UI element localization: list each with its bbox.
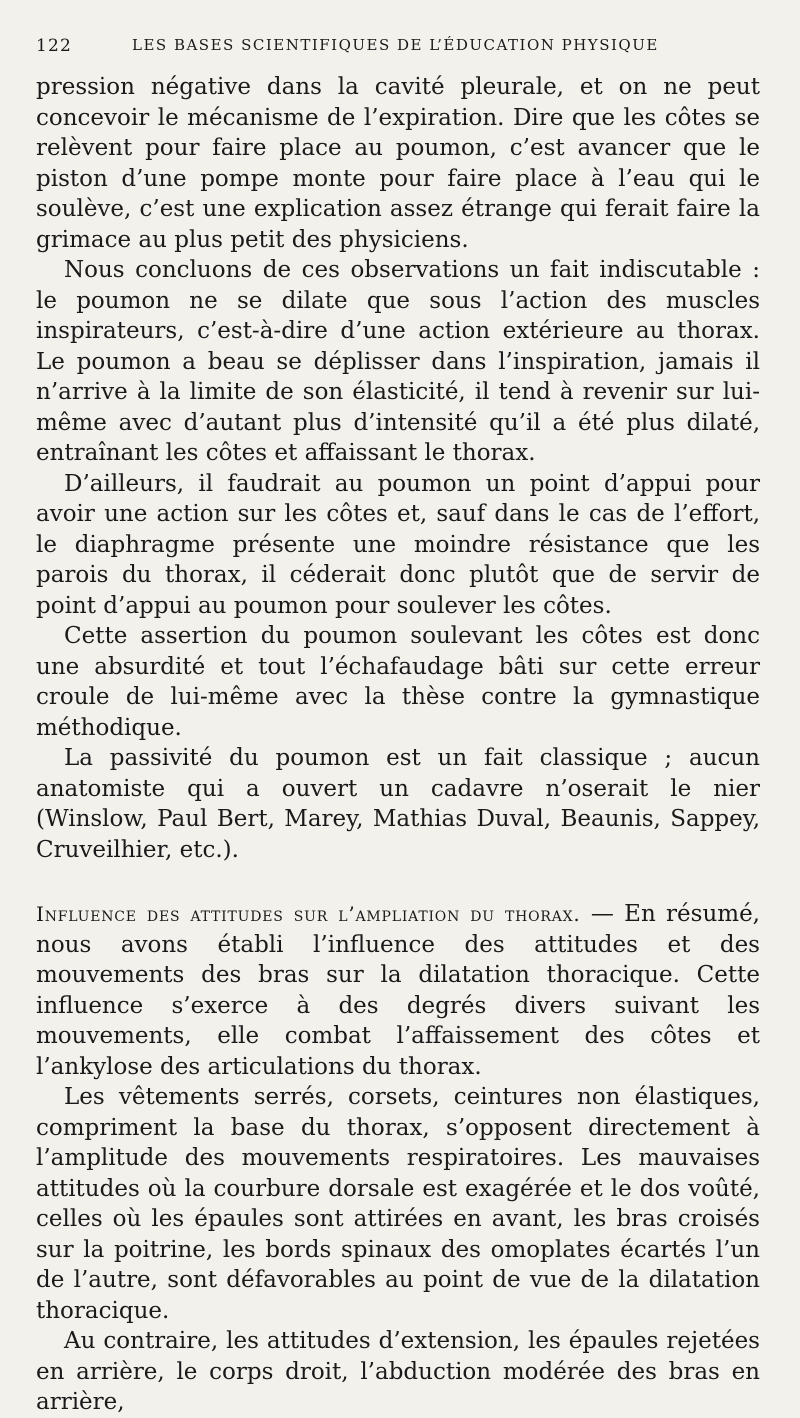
section-heading: Influence des attitudes sur l’ampliation du thorax. (36, 902, 581, 926)
page-body (36, 72, 760, 1418)
paragraph-7: Au contraire, les attitudes d’extension, les épaules rejetées en arrière, le corps droit, l’abduction modérée des bras en arrière, (36, 1328, 760, 1415)
running-title: LES BASES SCIENTIFIQUES DE L’ÉDUCATION PHYSIQUE (132, 36, 659, 54)
paragraph-6: Les vêtements serrés, corsets, ceintures non élastiques, compriment la base du thorax, s’opposent directement à l’amplitude des mouvements respiratoires. Les mauvaises attitudes où la courbure dorsale est exagérée et le dos voûté, celles où les épaules sont attirées en avant, les bras croisés sur la poitrine, les bords spinaux des omoplates écartés l’un de l’autre, sont défavorables au point de vue de la dilatation thoracique. (36, 1084, 760, 1324)
paragraph-3: D’ailleurs, il faudrait au poumon un point d’appui pour avoir une action sur les côtes et, sauf dans le cas de l’effort, le diaphragme présente une moindre résistance que les parois du thorax, il céderait donc plutôt que de servir de point d’appui au poumon pour soulever les côtes. (36, 470, 760, 619)
page-number: 122 (36, 36, 73, 56)
section-gap (36, 865, 760, 899)
section-paragraph (36, 899, 760, 1082)
paragraph-2: Nous concluons de ces observations un fait indiscutable : le poumon ne se dilate que sous l’action des muscles inspirateurs, c’est-à-dire d’une action extérieure au thorax. Le poumon a beau se déplisser dans l’inspiration, jamais il n’arrive à la limite de son élasticité, il tend à revenir sur lui-même avec d’autant plus d’intensité qu’il a été plus dilaté, entraînant les côtes et affaissant le thorax. (36, 257, 760, 466)
section-dash: — (580, 901, 625, 927)
section-text: En résumé, nous avons établi l’influence des attitudes et des mouvements des bras sur la dilatation thoracique. Cette influence s’exerce à des degrés divers suivant les mouvements, elle combat l’affaissement des côtes et l’ankylose des articulations du thorax. (36, 901, 760, 1080)
paragraph-5: La passivité du poumon est un fait classique ; aucun anatomiste qui a ouvert un cadavre n’oserait le nier (Winslow, Paul Bert, Marey, Mathias Duval, Beaunis, Sappey, Cruveilhier, etc.). (36, 745, 760, 863)
paragraph-1: pression négative dans la cavité pleurale, et on ne peut concevoir le mécanisme de l’expiration. Dire que les côtes se relèvent pour faire place au poumon, c’est avancer que le piston d’une pompe monte pour faire place à l’eau qui le soulève, c’est une explication assez étrange qui ferait faire la grimace au plus petit des physiciens. (36, 74, 760, 253)
paragraph-4: Cette assertion du poumon soulevant les côtes est donc une absurdité et tout l’échafaudage bâti sur cette erreur croule de lui-même avec la thèse contre la gymnastique méthodique. (36, 623, 760, 741)
